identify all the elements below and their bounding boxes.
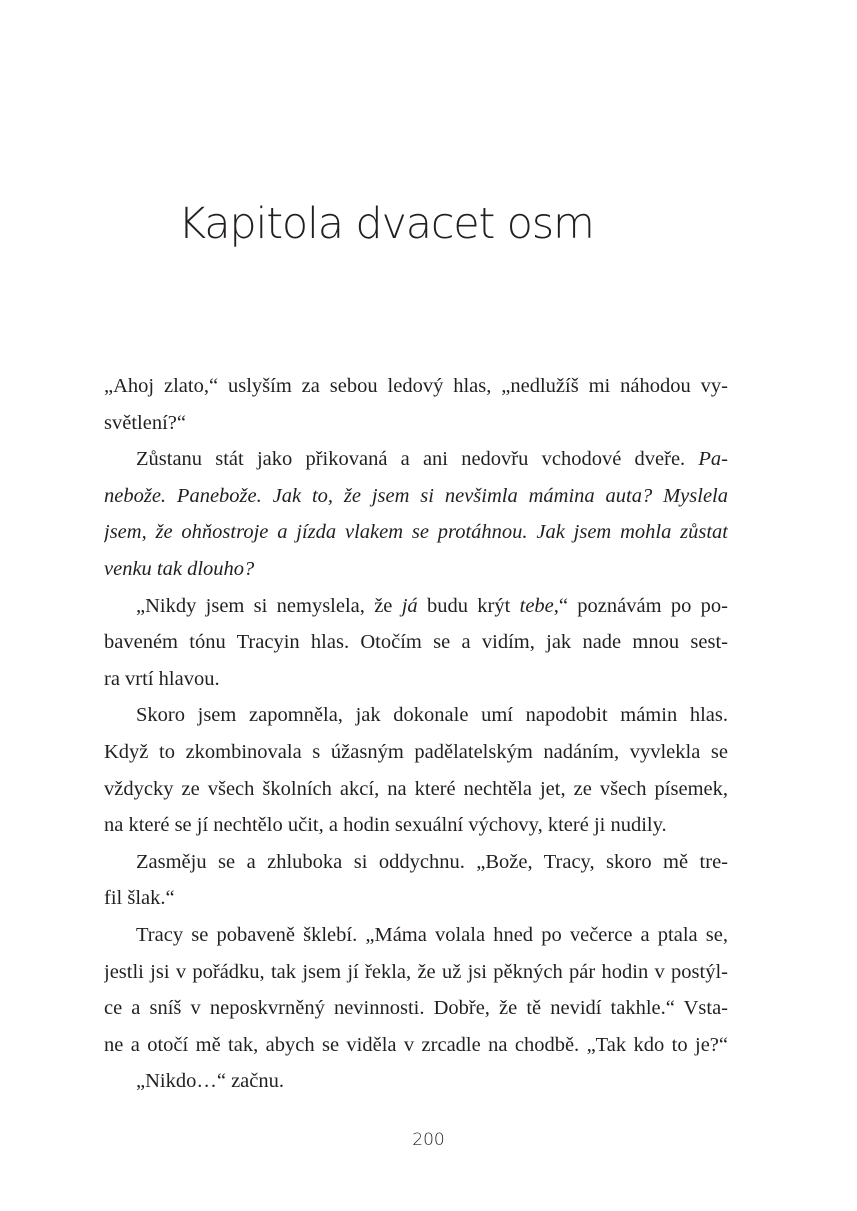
text-line: na které se jí nechtělo učit, a hodin sexuální výchovy, které ji nudily.: [104, 814, 667, 837]
text-line: jestli jsi v pořádku, tak jsem jí řekla, že už jsi pěkných pár hodin v postýl-: [104, 960, 728, 983]
chapter-title: Kapitola dvacet osm: [178, 199, 594, 249]
text-line: ra vrtí hlavou.: [104, 667, 220, 690]
text-line: světlení?“: [104, 411, 186, 434]
italic-text: já: [401, 594, 418, 617]
italic-text: nebože. Panebože. Jak to, že jsem si nevšimla mámina auta? Myslela: [104, 484, 728, 507]
text-line: Zůstanu stát jako přikovaná a ani nedovřu vchodové dveře. Pa-: [136, 448, 728, 471]
text-line: [104, 478, 728, 515]
text-line: [104, 551, 728, 588]
text-line: Tracy se pobaveně šklebí. „Máma volala hned po večerce a ptala se,: [136, 923, 728, 946]
italic-text: Pa-: [698, 448, 728, 471]
italic-text: tebe: [519, 594, 554, 617]
text-line: „Ahoj zlato,“ uslyším za sebou ledový hlas, „nedlužíš mi náhodou vy-: [104, 375, 728, 397]
text-line: Zasměju se a zhluboka si oddychnu. „Bože, Tracy, skoro mě tre-: [136, 850, 728, 873]
text-line: ce a sníš v neposkvrněný nevinnosti. Dobře, že tě nevidí takhle.“ Vsta-: [104, 997, 728, 1020]
text-line: ne a otočí mě tak, abych se viděla v zrcadle na chodbě. „Tak kdo to je?“: [104, 1033, 728, 1056]
text-line: [104, 514, 728, 551]
text-line: Když to zkombinovala s úžasným padělatelským nadáním, vyvlekla se: [104, 740, 728, 763]
page-number: 200: [412, 1130, 445, 1150]
body-text: [104, 368, 728, 1100]
text-line: baveném tónu Tracyin hlas. Otočím se a vidím, jak nade mnou sest-: [104, 631, 728, 654]
text-line: „Nikdo…“ začnu.: [136, 1070, 284, 1093]
text-line: fil šlak.“: [104, 887, 175, 910]
text-line: „Nikdy jsem si nemyslela, že já budu krýt tebe,“ poznávám po po-: [136, 594, 728, 617]
italic-text: venku tak dlouho?: [104, 557, 255, 580]
text-line: Skoro jsem zapomněla, jak dokonale umí napodobit mámin hlas.: [136, 704, 728, 727]
italic-text: jsem, že ohňostroje a jízda vlakem se protáhnou. Jak jsem mohla zůstat: [104, 521, 728, 544]
text-line: vždycky ze všech školních akcí, na které nechtěla jet, ze všech písemek,: [104, 777, 728, 800]
